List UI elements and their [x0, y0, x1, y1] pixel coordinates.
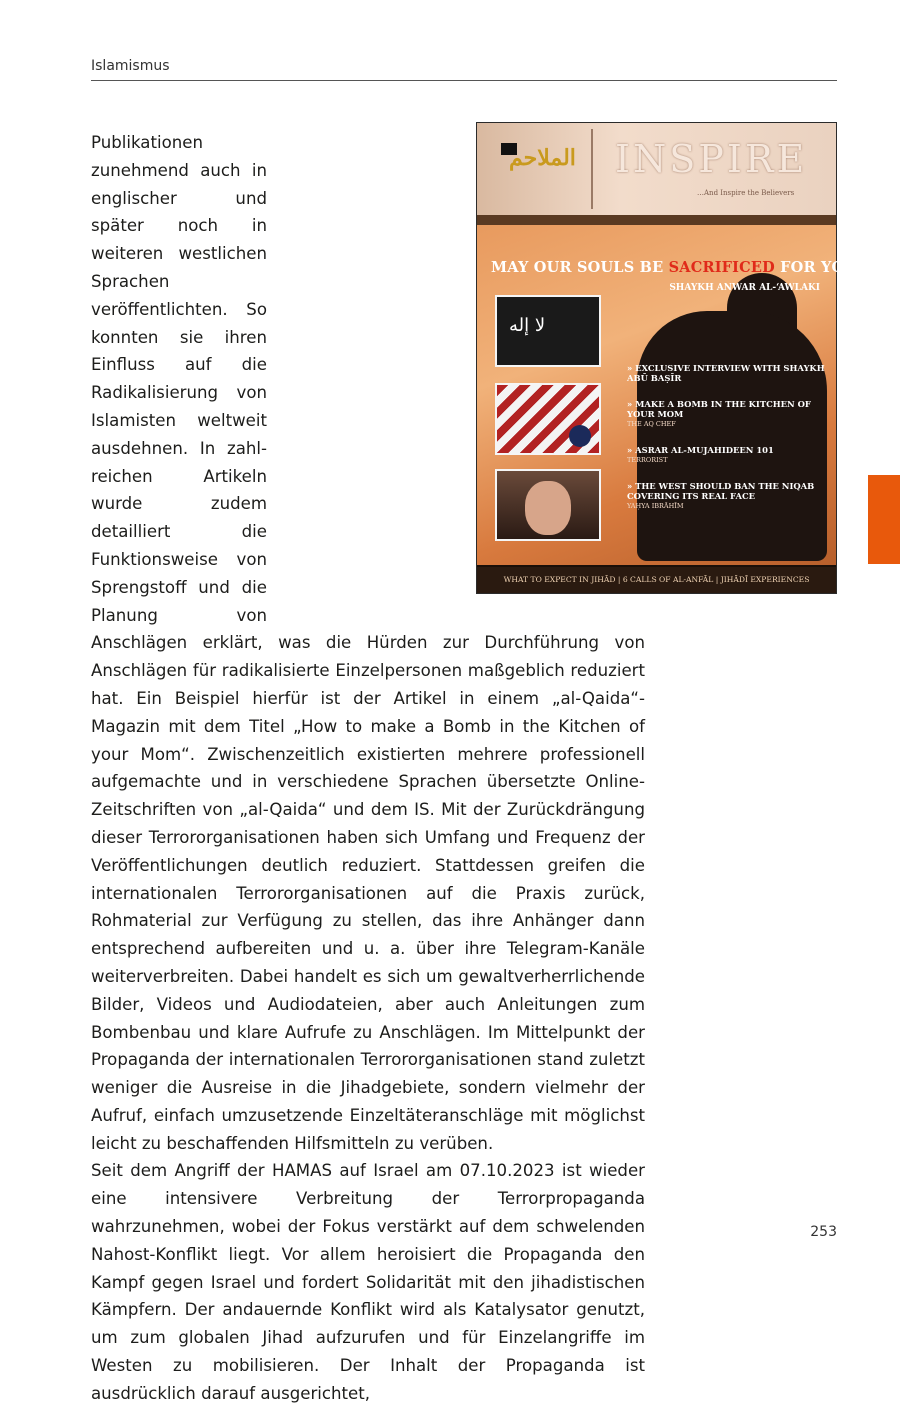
- cover-footer: WHAT TO EXPECT IN JIHĀD | 6 CALLS OF AL-ANFĀL | JIHĀDĪ EXPERIENCES: [477, 567, 836, 593]
- headline-part-2: FOR YOU!: [774, 259, 864, 276]
- portrait-icon: [525, 481, 571, 535]
- cover-item: » MAKE A BOMB IN THE KITCHEN OF YOUR MOM THE AQ CHEF: [627, 399, 811, 428]
- cover-item: » EXCLUSIVE INTERVIEW WITH SHAYKH ABŪ BAṢĪR: [627, 363, 825, 383]
- magazine-cover-figure: [476, 122, 864, 594]
- cover-byline: SHAYKH ANWAR AL-‘AWLAKI: [669, 283, 820, 293]
- headline-part-1: MAY OUR SOULS BE: [491, 259, 669, 276]
- cover-title: INSPIRE: [615, 137, 808, 181]
- cover-divider: [591, 129, 593, 209]
- cover-item: » THE WEST SHOULD BAN THE NIQAB COVERING ITS REAL FACE YAḤYA IBRĀHĪM: [627, 481, 815, 510]
- headline-highlight: SACRIFICED: [668, 259, 775, 276]
- page-number: 253: [810, 1224, 837, 1240]
- cover-headline: [491, 259, 864, 276]
- header-rule: [91, 80, 837, 81]
- paragraph-2: Seit dem Angriff der HAMAS auf Israel am 07.10.2023 ist wieder eine intensivere Verbreitung der Terrorpropaganda wahrzunehmen, wobei der Fokus verstärkt auf dem schwelenden Nahost-Konflikt liegt. Vor allem heroisiert die Propaganda den Kampf gegen Israel und fordert Solidarität mit den jihadistischen Kämpfern. Der andauernde Konflikt wird als Katalysator genutzt, um zum globalen Jihad aufzurufen und für Einzelangriffe im Westen zu mobilisieren. Der Inhalt der Propaganda ist ausdrücklich darauf ausgerichtet,: [91, 1161, 645, 1403]
- running-header: Islamismus: [91, 58, 170, 74]
- section-tab-marker: [868, 475, 900, 564]
- cover-logo: الملاحم: [509, 145, 576, 171]
- flag-script-icon: ﻻ إله: [509, 315, 546, 336]
- cover-thumbnail-portrait: [495, 469, 601, 541]
- magazine-cover: [476, 122, 864, 594]
- seal-icon: [569, 425, 591, 447]
- cover-thumbnail-flag: [495, 295, 601, 367]
- cover-tagline: …And Inspire the Believers: [697, 189, 795, 197]
- cover-band: [477, 215, 836, 225]
- cover-thumbnail-stripes: [495, 383, 601, 455]
- paragraph-1: Publikationen zunehmend auch in englischer und später noch in weiteren westlichen Sprachen veröffentlichten. So konnten sie ihren Einfluss auf die Radikalisierung von Islamisten weltweit ausdehnen. In zahlreichen Artikeln wurde zudem detailliert die Funktionsweise von Sprengstoff und die Planung von Anschlägen erklärt, was die Hürden zur Durchführung von Anschlägen für radikalisierte Einzelpersonen maßgeblich reduziert hat. Ein Beispiel hierfür ist der Artikel in einem „al-Qaida“-Magazin mit dem Titel „How to make a Bomb in the Kitchen of your Mom“. Zwischenzeitlich existierten mehrere professionell aufgemachte und in verschiedene Sprachen übersetzte Online-Zeitschriften von „al-Qaida“ und dem IS. Mit der Zurückdrängung dieser Terrororganisationen haben sich Umfang und Frequenz der Veröffentlichungen deutlich reduziert. Stattdessen greifen die internationalen Terrororganisationen auf die Praxis zurück, Rohmaterial zur Verfügung zu stellen, das ihre Anhänger dann entsprechend aufbereiten und u. a. über ihre Telegram-Kanäle weiterverbreiten. Dabei handelt es sich um gewaltverherrlichende Bilder, Videos und Audiodateien, aber auch Anleitungen zum Bombenbau und klare Aufrufe zu Anschlägen. Im Mittelpunkt der Propaganda der internationalen Terrororganisationen stand zuletzt weniger die Ausreise in die Jihadgebiete, sondern vielmehr der Aufruf, einfach umzusetzende Einzeltäteranschläge mit möglichst leicht zu beschaffenden Hilfsmitteln zu verüben.: [91, 133, 645, 1153]
- silhouette-figure: [637, 311, 827, 561]
- cover-item: » ASRAR AL-MUJAHIDEEN 101 TERRORIST: [627, 445, 774, 464]
